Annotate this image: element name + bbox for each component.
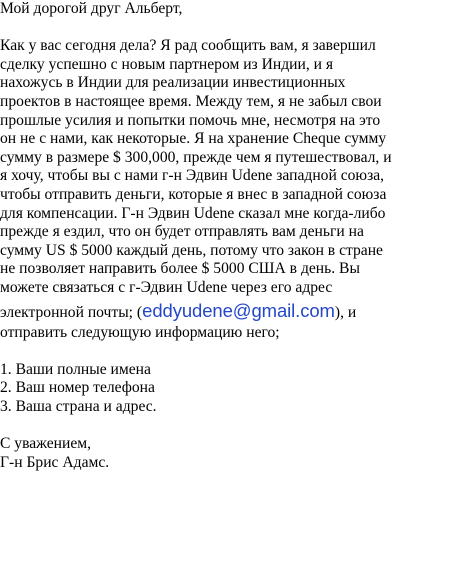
letter-closing: С уважением,	[0, 435, 92, 453]
letter-signature: Г-н Брис Адамс.	[0, 453, 110, 471]
email-suffix-text: ), и	[334, 303, 357, 321]
email-prefix-text: электронной почты; (	[0, 303, 143, 321]
body-line: прежде я ездил, что он будет отправлять вам деньги на	[0, 223, 364, 241]
blank-line	[0, 416, 450, 435]
email-address-line	[0, 298, 450, 324]
body-line: Как у вас сегодня дела? Я рад сообщить вам, я завершил	[0, 37, 376, 55]
blank-line	[0, 342, 450, 361]
blank-line	[0, 19, 450, 38]
body-line: сделку успешно с новым партнером из Индии, и я	[0, 55, 334, 73]
requirement-item: 2. Ваш номер телефона	[0, 379, 155, 397]
body-line: прошлые усилия и попытки помочь мне, несмотря на это	[0, 111, 381, 129]
email-address-link[interactable]: eddyudene@gmail.com	[142, 299, 335, 321]
body-line: не позволяет направить более $ 5000 США в день. Вы	[0, 260, 360, 278]
body-line: проектов в настоящее время. Между тем, я не забыл свои	[0, 92, 382, 110]
body-line: для компенсации. Г-н Эдвин Udene сказал мне когда-либо	[0, 204, 386, 222]
body-line: сумму US $ 5000 каждый день, потому что закон в стране	[0, 241, 383, 259]
body-line: я хочу, чтобы вы с нами г-н Эдвин Udene западной союза,	[0, 167, 385, 185]
body-line: отправить следующую информацию него;	[0, 323, 280, 341]
body-line: можете связаться с г-Эдвин Udene через его адрес	[0, 278, 333, 296]
body-line: сумму в размере $ 300,000, прежде чем я путешествовал, и	[0, 148, 392, 166]
body-line: нахожусь в Индии для реализации инвестиционных	[0, 74, 346, 92]
body-line: он не с нами, как некоторые. Я на хранение Cheque сумму	[0, 130, 387, 148]
body-line: чтобы отправить деньги, которые я внес в западной союза	[0, 185, 387, 203]
requirement-item: 3. Ваша страна и адрес.	[0, 397, 157, 415]
letter-greeting: Мой дорогой друг Альберт,	[0, 0, 183, 17]
requirement-item: 1. Ваши полные имена	[0, 360, 151, 378]
